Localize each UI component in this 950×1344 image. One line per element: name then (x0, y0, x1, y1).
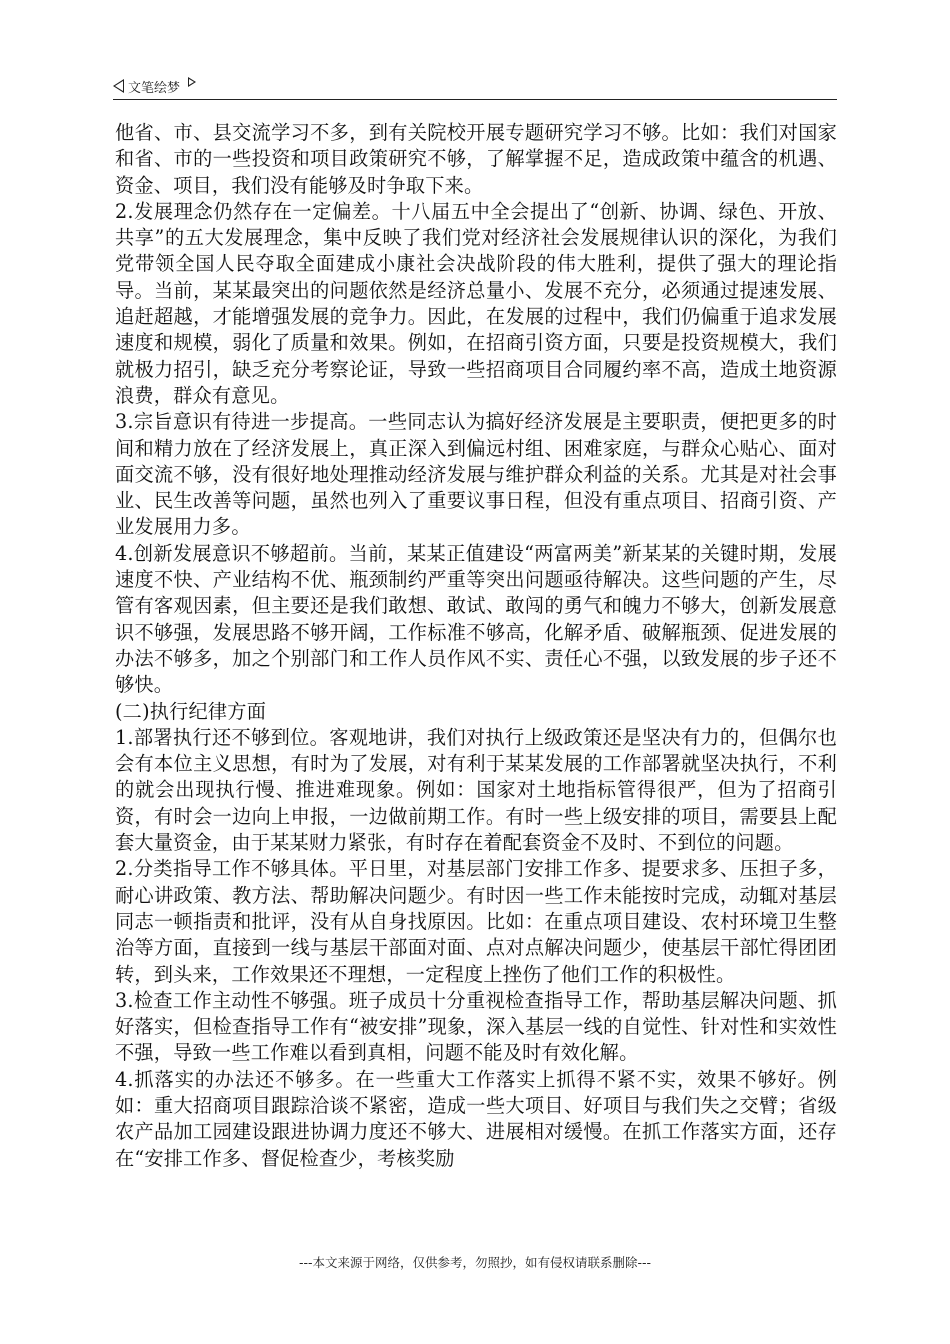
document-body (115, 120, 837, 1172)
paragraph-implementation-methods: 4.抓落实的办法还不够多。在一些重大工作落实上抓得不紧不实，效果不够好。例如：重大招商项目跟踪洽谈不紧密，造成一些大项目、好项目与我们失之交臂；省级农产品加工园建设跟进协调力度还不够大、进展相对缓慢。在抓工作落实方面，还存在“安排工作多、督促检查少，考核奖励 (115, 1067, 837, 1170)
paragraph-continued: 他省、市、县交流学习不多，到有关院校开展专题研究学习不够。比如：我们对国家和省、市的一些投资和项目政策研究不够，了解掌握不足，造成政策中蕴含的机遇、资金、项目，我们没有能够及时争取下来。 (115, 121, 837, 197)
paragraph-development-concept: 2.发展理念仍然存在一定偏差。十八届五中全会提出了“创新、协调、绿色、开放、共享”的五大发展理念，集中反映了我们党对经济社会发展规律认识的深化，为我们党带领全国人民夺取全面建成小康社会决战阶段的伟大胜利，提供了强大的理论指导。当前，某某最突出的问题依然是经济总量小、发展不充分，必须通过提速发展、追赶超越，才能增强发展的竞争力。因此，在发展的过程中，我们仍偏重于追求发展速度和规模，弱化了质量和效果。例如，在招商引资方面，只要是投资规模大，我们就极力招引，缺乏充分考察论证，导致一些招商项目合同履约率不高，造成土地资源浪费，群众有意见。 (115, 199, 837, 407)
triangle-left-icon (113, 79, 124, 93)
header-divider (113, 99, 837, 100)
paragraph-purpose-awareness: 3.宗旨意识有待进一步提高。一些同志认为搞好经济发展是主要职责，便把更多的时间和精力放在了经济发展上，真正深入到偏远村组、困难家庭，与群众心贴心、面对面交流不够，没有很好地处理推动经济发展与维护群众利益的关系。尤其是对社会事业、民生改善等问题，虽然也列入了重要议事日程，但没有重点项目、招商引资、产业发展用力多。 (115, 410, 837, 539)
paragraph-inspection-work: 3.检查工作主动性不够强。班子成员十分重视检查指导工作，帮助基层解决问题、抓好落实，但检查指导工作有“被安排”现象，深入基层一线的自觉性、针对性和实效性不强，导致一些工作难以看到真相，问题不能及时有效化解。 (115, 988, 837, 1065)
paragraph-guidance-work: 2.分类指导工作不够具体。平日里，对基层部门安排工作多、提要求多、压担子多，耐心讲政策、教方法、帮助解决问题少。有时因一些工作未能按时完成，动辄对基层同志一顿指责和批评，没有从自身找原因。比如：在重点项目建设、农村环境卫生整治等方面，直接到一线与基层干部面对面、点对点解决问题少，使基层干部忙得团团转，到头来，工作效果还不理想，一定程度上挫伤了他们工作的积极性。 (115, 857, 837, 986)
triangle-right-icon (188, 77, 196, 87)
footer-disclaimer: ---本文来源于网络，仅供参考，勿照抄，如有侵权请联系删除--- (298, 1255, 652, 1270)
paragraph-deployment-execution: 1.部署执行还不够到位。客观地讲，我们对执行上级政策还是坚决有力的，但偶尔也会有本位主义思想，有时为了发展，对有利于某某发展的工作部署就坚决执行，不利的就会出现执行慢、推进难现象。例如：国家对土地指标管得很严，但为了招商引资，有时会一边向上申报，一边做前期工作。有时一些上级安排的项目，需要县上配套大量资金，由于某某财力紧张，有时存在着配套资金不及时、不到位的问题。 (115, 725, 837, 855)
page-header (113, 74, 837, 98)
section-heading-discipline: (二)执行纪律方面 (115, 699, 267, 723)
paragraph-innovation-awareness: 4.创新发展意识不够超前。当前，某某正值建设“两富两美”新某某的关键时期，发展速度不快、产业结构不优、瓶颈制约严重等突出问题亟待解决。这些问题的产生，尽管有客观因素，但主要还是我们敢想、敢试、敢闯的勇气和魄力不够大，创新发展意识不够强，发展思路不够开阔，工作标准不够高，化解矛盾、破解瓶颈、促进发展的办法不够多，加之个别部门和工作人员作风不实、责任心不强，以致发展的步子还不够快。 (115, 541, 837, 697)
header-title: 文笔绘梦 (128, 80, 181, 96)
